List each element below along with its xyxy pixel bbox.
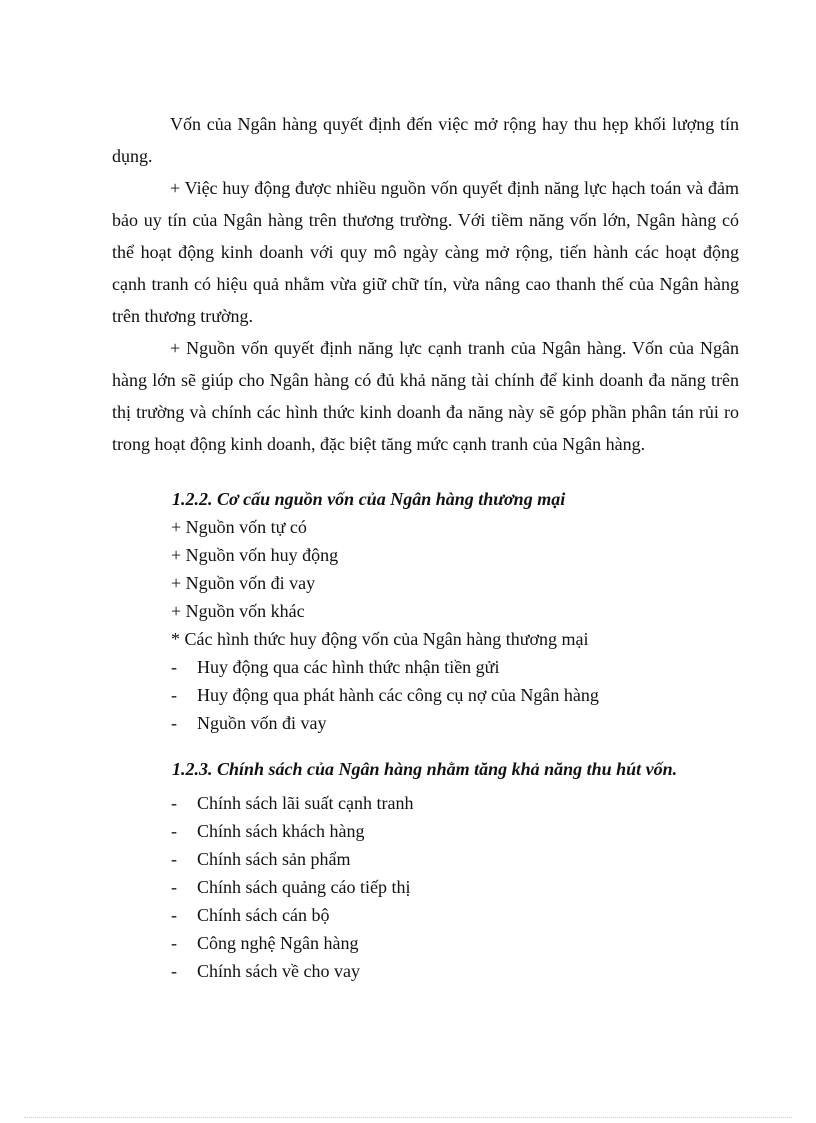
document-page bbox=[112, 108, 739, 985]
list-item-text: Công nghệ Ngân hàng bbox=[197, 933, 359, 953]
paragraph-competition: + Nguồn vốn quyết định năng lực cạnh tranh của Ngân hàng. Vốn của Ngân hàng lớn sẽ giúp cho Ngân hàng có đủ khả năng tài chính để kinh doanh đa năng trên thị trường và chính các hình thức kinh doanh đa năng này sẽ góp phần phân tán rủi ro trong hoạt động kinh doanh, đặc biệt tăng mức cạnh tranh của Ngân hàng. bbox=[112, 338, 739, 454]
policy-list bbox=[112, 789, 739, 985]
paragraph-mobilization: + Việc huy động được nhiều nguồn vốn quyết định năng lực hạch toán và đảm bảo uy tín của Ngân hàng trên thương trường. Với tiềm năng vốn lớn, Ngân hàng có thể hoạt động kinh doanh với quy mô ngày càng mở rộng, tiến hành các hoạt động cạnh tranh có hiệu quả nhằm vừa giữ chữ tín, vừa nâng cao thanh thế của Ngân hàng trên thương trường. bbox=[112, 178, 739, 326]
list-item bbox=[171, 681, 739, 709]
dash-marker: - bbox=[171, 793, 177, 813]
dash-marker: - bbox=[171, 849, 177, 869]
list-item-text: Chính sách quảng cáo tiếp thị bbox=[197, 877, 411, 897]
list-item: + Nguồn vốn đi vay bbox=[171, 573, 316, 593]
dash-marker: - bbox=[171, 905, 177, 925]
list-item-text: Chính sách về cho vay bbox=[197, 961, 360, 981]
dash-marker: - bbox=[171, 685, 177, 705]
dash-marker: - bbox=[171, 877, 177, 897]
dash-marker: - bbox=[171, 961, 177, 981]
section-heading-attraction-policy: 1.2.3. Chính sách của Ngân hàng nhằm tăng khả năng thu hút vốn. bbox=[172, 759, 678, 779]
dash-marker: - bbox=[171, 713, 177, 733]
list-item bbox=[171, 653, 739, 681]
dash-marker: - bbox=[171, 821, 177, 841]
list-item bbox=[171, 929, 739, 957]
list-item-text: Chính sách sản phẩm bbox=[197, 849, 351, 869]
dash-marker: - bbox=[171, 933, 177, 953]
dash-marker: - bbox=[171, 657, 177, 677]
capital-structure-list bbox=[112, 513, 739, 737]
page-bottom-divider bbox=[24, 1117, 792, 1118]
list-item bbox=[171, 901, 739, 929]
list-item: * Các hình thức huy động vốn của Ngân hàng thương mại bbox=[171, 629, 589, 649]
list-item-text: Chính sách cán bộ bbox=[197, 905, 330, 925]
paragraph-capital-role: Vốn của Ngân hàng quyết định đến việc mở rộng hay thu hẹp khối lượng tín dụng. bbox=[112, 114, 739, 166]
list-item bbox=[171, 873, 739, 901]
list-item-text: Chính sách khách hàng bbox=[197, 821, 365, 841]
list-item bbox=[171, 957, 739, 985]
list-item: + Nguồn vốn huy động bbox=[171, 545, 339, 565]
list-item bbox=[171, 709, 739, 737]
list-item: + Nguồn vốn tự có bbox=[171, 517, 307, 537]
list-item bbox=[171, 789, 739, 817]
section-heading-capital-structure: 1.2.2. Cơ cấu nguồn vốn của Ngân hàng thương mại bbox=[172, 489, 566, 509]
list-item-text: Huy động qua phát hành các công cụ nợ của Ngân hàng bbox=[197, 685, 599, 705]
list-item-text: Huy động qua các hình thức nhận tiền gửi bbox=[197, 657, 500, 677]
list-item bbox=[171, 845, 739, 873]
list-item bbox=[171, 817, 739, 845]
list-item: + Nguồn vốn khác bbox=[171, 601, 305, 621]
list-item-text: Chính sách lãi suất cạnh tranh bbox=[197, 793, 414, 813]
list-item-text: Nguồn vốn đi vay bbox=[197, 713, 327, 733]
